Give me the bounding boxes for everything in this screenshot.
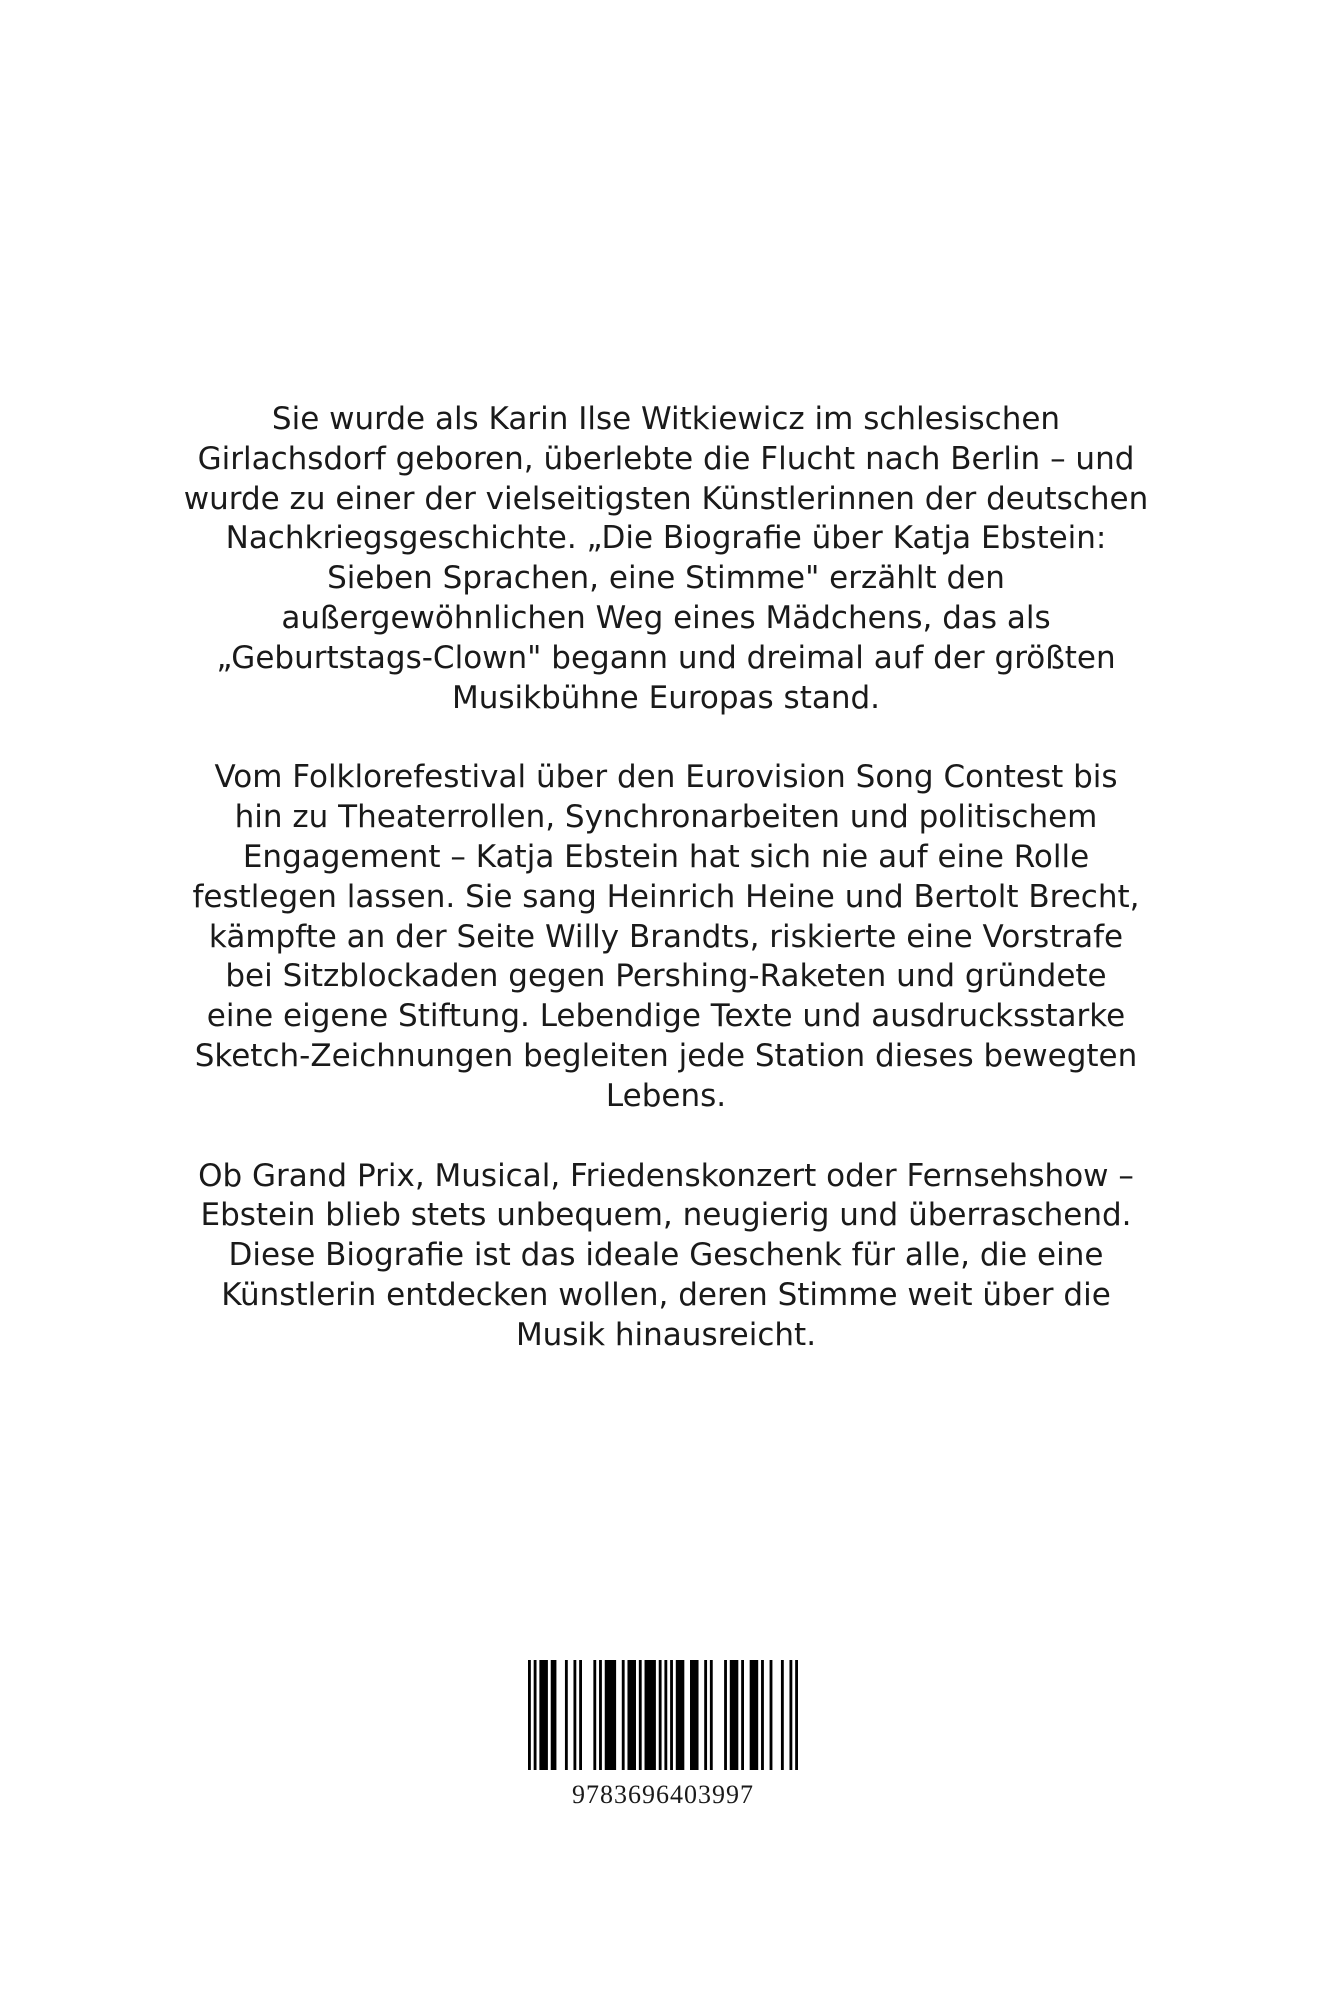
blurb-line: Musik hinausreicht. bbox=[515, 1316, 817, 1353]
blurb-line: Diese Biografie ist das ideale Geschenk für alle, die eine bbox=[228, 1237, 1104, 1274]
barcode-bar bbox=[795, 1660, 798, 1770]
barcode-bar bbox=[789, 1660, 792, 1770]
blurb-paragraph-2 bbox=[166, 758, 1166, 1116]
blurb-line: „Geburtstags-Clown" begann und dreimal auf der größten bbox=[216, 639, 1116, 676]
barcode-bar bbox=[528, 1660, 531, 1770]
barcode-bar bbox=[622, 1660, 625, 1770]
isbn-barcode bbox=[528, 1660, 798, 1810]
blurb-line: Künstlerin entdecken wollen, deren Stimme weit über die bbox=[221, 1276, 1111, 1313]
barcode-bar bbox=[539, 1660, 548, 1770]
barcode-bar bbox=[573, 1660, 576, 1770]
barcode-bar bbox=[645, 1660, 656, 1770]
blurb-line: Ebstein blieb stets unbequem, neugierig und überraschend. bbox=[200, 1197, 1132, 1234]
blurb-line: Girlachsdorf geboren, überlebte die Flucht nach Berlin – und bbox=[197, 440, 1135, 477]
barcode-bar bbox=[724, 1660, 727, 1770]
blurb-line: eine eigene Stiftung. Lebendige Texte und ausdrucksstarke bbox=[206, 998, 1126, 1035]
barcode-bar bbox=[676, 1660, 685, 1770]
barcode-bar bbox=[639, 1660, 642, 1770]
blurb-line: außergewöhnlichen Weg eines Mädchens, das als bbox=[281, 599, 1051, 636]
blurb-line: bei Sitzblockaden gegen Pershing-Raketen und gründete bbox=[225, 958, 1107, 995]
barcode-bar bbox=[690, 1660, 699, 1770]
barcode-bar bbox=[770, 1660, 773, 1770]
barcode-bar bbox=[627, 1660, 636, 1770]
barcode-bar bbox=[761, 1660, 764, 1770]
barcode-bar bbox=[534, 1660, 537, 1770]
barcode-bar bbox=[605, 1660, 616, 1770]
barcode-bar bbox=[599, 1660, 602, 1770]
blurb-line: festlegen lassen. Sie sang Heinrich Heine und Bertolt Brecht, bbox=[192, 878, 1140, 915]
barcode-bar bbox=[593, 1660, 596, 1770]
blurb-line: Engagement – Katja Ebstein hat sich nie auf eine Rolle bbox=[242, 838, 1090, 875]
blurb-line: kämpfte an der Seite Willy Brandts, riskierte eine Vorstrafe bbox=[208, 918, 1124, 955]
blurb-line: Lebens. bbox=[605, 1077, 727, 1114]
blurb-line: Vom Folklorefestival über den Eurovision Song Contest bis bbox=[214, 759, 1118, 796]
barcode-image bbox=[528, 1660, 798, 1770]
barcode-bar bbox=[659, 1660, 662, 1770]
blurb-line: hin zu Theaterrollen, Synchronarbeiten und politischem bbox=[234, 799, 1098, 836]
blurb-line: Sie wurde als Karin Ilse Witkiewicz im schlesischen bbox=[271, 401, 1061, 437]
barcode-bar bbox=[710, 1660, 713, 1770]
blurb-line: Sieben Sprachen, eine Stimme" erzählt den bbox=[327, 560, 1005, 597]
barcode-bar bbox=[551, 1660, 557, 1770]
barcode-bar bbox=[750, 1660, 759, 1770]
barcode-bar bbox=[565, 1660, 568, 1770]
barcode-bar bbox=[704, 1660, 707, 1770]
blurb-line: wurde zu einer der vielseitigsten Künstlerinnen der deutschen bbox=[183, 480, 1149, 517]
barcode-bar bbox=[579, 1660, 582, 1770]
barcode-bar bbox=[664, 1660, 667, 1770]
blurb-line: Nachkriegsgeschichte. „Die Biografie über Katja Ebstein: bbox=[225, 520, 1107, 557]
blurb-paragraph-1 bbox=[166, 400, 1166, 718]
blurb-line: Musikbühne Europas stand. bbox=[451, 679, 881, 716]
blurb-line: Ob Grand Prix, Musical, Friedenskonzert oder Fernsehshow – bbox=[198, 1157, 1134, 1194]
barcode-bar bbox=[730, 1660, 739, 1770]
barcode-bar bbox=[670, 1660, 673, 1770]
blurb-paragraph-3 bbox=[166, 1157, 1166, 1356]
back-cover-blurb bbox=[166, 400, 1166, 1396]
isbn-number: 9783696403997 bbox=[572, 1780, 754, 1809]
blurb-line: Sketch-Zeichnungen begleiten jede Station dieses bewegten bbox=[194, 1037, 1138, 1074]
barcode-bar bbox=[781, 1660, 784, 1770]
barcode-bar bbox=[741, 1660, 744, 1770]
